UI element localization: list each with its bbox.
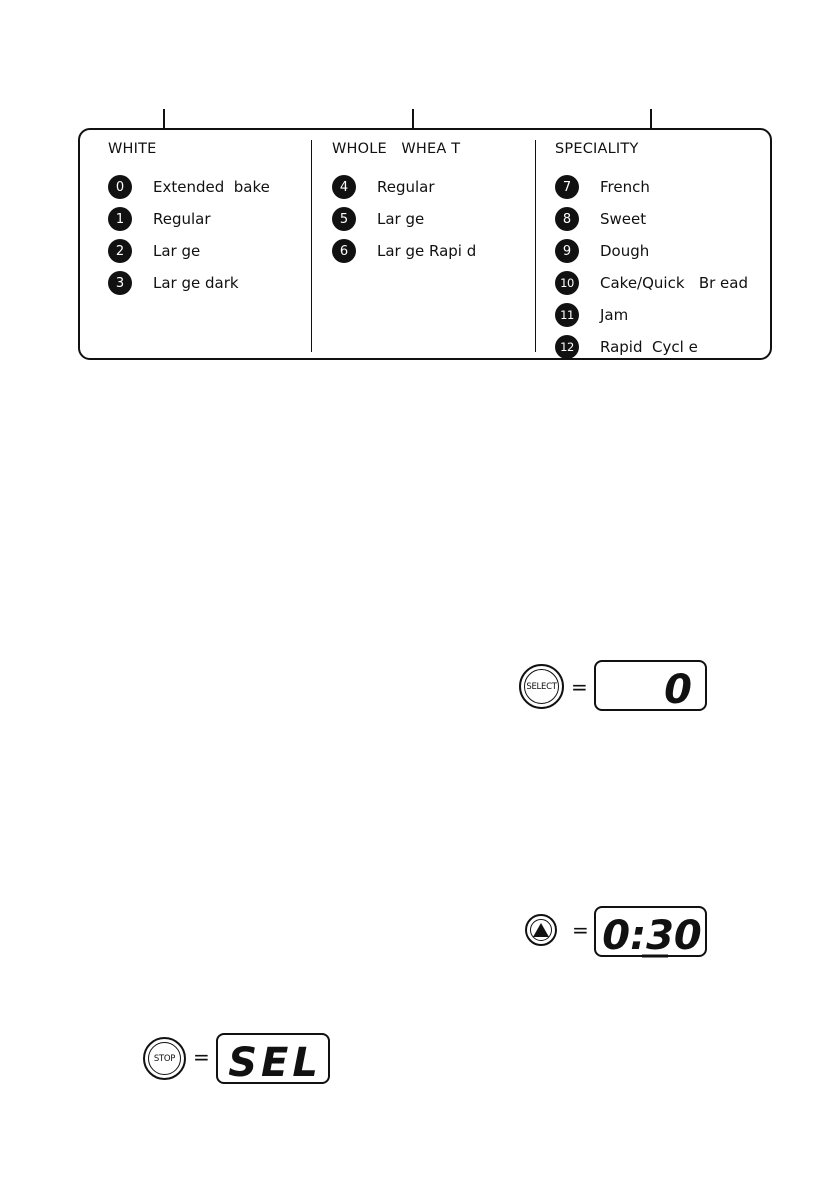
program-item (332, 171, 476, 203)
program-label: Jam (600, 306, 629, 324)
program-column-white (108, 140, 270, 299)
program-label: French (600, 178, 650, 196)
column-heading: WHOLE WHEA T (332, 141, 461, 157)
program-number-badge: 12 (555, 335, 579, 359)
program-label: Lar ge Rapi d (377, 242, 477, 260)
program-item (332, 203, 476, 235)
program-label: Regular (377, 178, 435, 196)
program-number-badge: 1 (108, 207, 132, 231)
program-label: Rapid Cycl e (600, 338, 698, 356)
program-number-badge: 7 (555, 175, 579, 199)
column-tick-speciality (650, 109, 652, 130)
up-triangle-icon (532, 922, 550, 938)
column-tick-whole-wheat (412, 109, 414, 130)
select-button-label: SELECT (526, 681, 557, 692)
program-item (332, 235, 476, 267)
program-label: Lar ge dark (153, 274, 239, 292)
program-item (555, 299, 748, 331)
program-item (108, 171, 270, 203)
program-label: Regular (153, 210, 211, 228)
equals-sign: = (572, 918, 589, 942)
lcd-digits (596, 908, 709, 959)
lcd-value: SEL (228, 1040, 322, 1086)
program-item (555, 267, 748, 299)
program-label: Extended bake (153, 178, 270, 196)
program-column-whole-wheat (332, 140, 476, 267)
program-column-speciality (555, 140, 748, 363)
stop-button-label: STOP (153, 1053, 176, 1064)
select-button[interactable] (519, 664, 564, 709)
program-item (555, 235, 748, 267)
program-number-badge: 5 (332, 207, 356, 231)
program-item (555, 331, 748, 363)
equals-sign: = (193, 1045, 210, 1069)
program-item (108, 267, 270, 299)
lcd-display-program (594, 660, 707, 711)
program-label: Dough (600, 242, 650, 260)
lcd-digits (596, 662, 709, 713)
program-item (555, 171, 748, 203)
column-heading: WHITE (108, 141, 157, 157)
program-label: Lar ge (153, 242, 201, 260)
program-number-badge: 4 (332, 175, 356, 199)
equals-sign: = (571, 675, 588, 699)
program-number-badge: 11 (555, 303, 579, 327)
lcd-display-status (216, 1033, 330, 1084)
lcd-value: 0:30 (602, 913, 702, 959)
program-item (108, 203, 270, 235)
program-item (108, 235, 270, 267)
program-number-badge: 3 (108, 271, 132, 295)
column-divider (535, 140, 536, 352)
up-button[interactable] (525, 914, 557, 946)
column-heading: SPECIALITY (555, 141, 639, 157)
lcd-value: 0 (664, 667, 692, 713)
stop-button[interactable] (143, 1037, 186, 1080)
program-number-badge: 9 (555, 239, 579, 263)
lcd-digits (218, 1035, 332, 1086)
program-number-badge: 2 (108, 239, 132, 263)
program-number-badge: 6 (332, 239, 356, 263)
column-tick-white (163, 109, 165, 130)
program-label: Lar ge (377, 210, 425, 228)
program-number-badge: 10 (555, 271, 579, 295)
program-label: Cake/Quick Br ead (600, 274, 748, 292)
column-divider (311, 140, 312, 352)
lcd-display-time (594, 906, 707, 957)
program-number-badge: 0 (108, 175, 132, 199)
program-item (555, 203, 748, 235)
program-number-badge: 8 (555, 207, 579, 231)
program-label: Sweet (600, 210, 647, 228)
